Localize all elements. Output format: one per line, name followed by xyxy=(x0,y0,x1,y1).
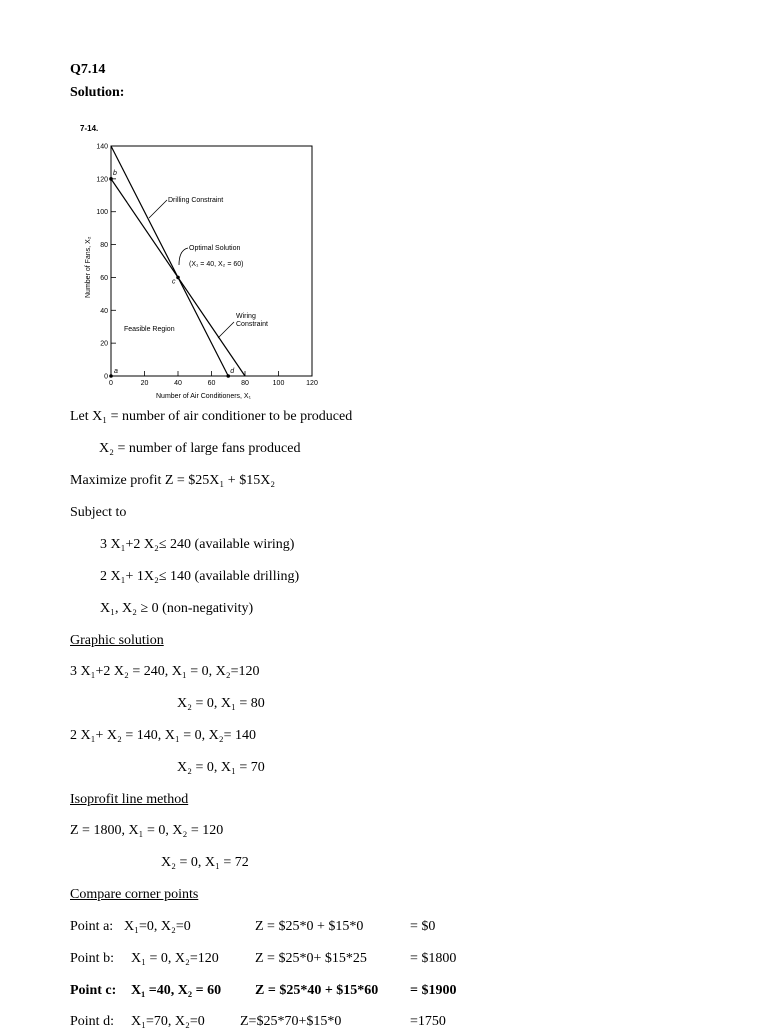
optimal-solution-label: Optimal Solution xyxy=(189,245,241,252)
corner-point-b-label: b xyxy=(113,169,117,177)
y-axis xyxy=(96,144,116,381)
y-tick-label: 40 xyxy=(100,307,108,315)
corner-point-coords: X₁ = 0, X₂=120 xyxy=(131,951,219,966)
corner-point-z: Z = $25*0 + $15*0 xyxy=(255,919,364,934)
x-tick-label: 80 xyxy=(241,380,249,387)
x-tick-label: 100 xyxy=(272,380,285,387)
corner-point-a xyxy=(109,374,113,378)
drilling-constraint-label: Drilling Constraint xyxy=(168,197,224,204)
let-x1-line: Let X₁ = number of air conditioner to be produced xyxy=(70,409,353,424)
corner-point-c xyxy=(176,276,180,280)
corner-point-label: Point b: xyxy=(70,951,114,966)
corner-point-value: = $1800 xyxy=(410,951,457,966)
graphic-solution-heading: Graphic solution xyxy=(70,633,164,648)
corner-point-value: = $0 xyxy=(410,919,436,934)
drilling-pointer xyxy=(149,200,167,218)
y-tick-label: 140 xyxy=(96,143,108,151)
objective-line: Maximize profit Z = $25X₁ + $15X₂ xyxy=(70,473,276,488)
y-tick-label: 20 xyxy=(100,340,108,348)
y-tick-label: 80 xyxy=(100,242,108,250)
corner-point-z: Z = $25*40 + $15*60 xyxy=(255,983,379,998)
x-tick-label: 0 xyxy=(109,380,113,387)
wiring-constraint: 3 X₁+2 X₂≤ 240 (available wiring) xyxy=(100,537,295,552)
constraint-graph xyxy=(72,108,340,404)
corner-point-value: = $1900 xyxy=(410,983,457,998)
x-axis-label: Number of Air Conditioners, X₁ xyxy=(156,393,251,400)
x-tick-label: 120 xyxy=(306,380,318,387)
y-axis-label: Number of Fans, X₂ xyxy=(85,236,92,298)
x-tick-label: 60 xyxy=(207,380,216,387)
corner-point-label: Point a: xyxy=(70,919,114,934)
figure-label: 7-14. xyxy=(80,124,99,133)
drilling-intercepts-2: X₂ = 0, X₁ = 70 xyxy=(177,760,265,775)
isoprofit-line-1: Z = 1800, X₁ = 0, X₂ = 120 xyxy=(70,823,224,838)
corner-point-coords: X₁=0, X₂=0 xyxy=(124,919,191,934)
compare-corner-heading: Compare corner points xyxy=(70,887,199,902)
solution-heading: Solution: xyxy=(70,85,125,100)
corner-point-z: Z=$25*70+$15*0 xyxy=(240,1014,342,1029)
x-tick-label: 40 xyxy=(174,380,182,387)
wiring-constraint-label-2: Constraint xyxy=(236,321,268,328)
corner-point-coords: X₁=70, X₂=0 xyxy=(131,1014,205,1029)
isoprofit-heading: Isoprofit line method xyxy=(70,792,189,807)
corner-point-d-label: d xyxy=(230,368,235,375)
drilling-constraint: 2 X₁+ 1X₂≤ 140 (available drilling) xyxy=(100,569,300,584)
corner-point-c-label: c xyxy=(172,278,176,286)
nonneg-constraint: X₁, X₂ ≥ 0 (non-negativity) xyxy=(100,601,254,616)
x-tick-label: 20 xyxy=(140,380,149,387)
optimal-solution-coords: (X₁ = 40, X₂ = 60) xyxy=(189,261,244,268)
isoprofit-line-2: X₂ = 0, X₁ = 72 xyxy=(161,855,249,870)
wiring-intercepts-1: 3 X₁+2 X₂ = 240, X₁ = 0, X₂=120 xyxy=(70,664,260,679)
corner-point-b xyxy=(109,177,113,181)
y-tick-label: 60 xyxy=(100,274,108,282)
x-axis xyxy=(109,371,318,387)
let-x2-line: X₂ = number of large fans produced xyxy=(99,441,301,456)
corner-point-label: Point c: xyxy=(70,983,117,998)
corner-point-coords: X₁ =40, X₂ = 60 xyxy=(131,983,222,998)
corner-point-a-label: a xyxy=(114,368,118,375)
subject-to-line: Subject to xyxy=(70,505,127,520)
corner-point-value: =1750 xyxy=(410,1014,446,1029)
y-tick-label: 100 xyxy=(96,209,108,217)
drilling-intercepts-1: 2 X₁+ X₂ = 140, X₁ = 0, X₂= 140 xyxy=(70,728,257,743)
wiring-intercepts-2: X₂ = 0, X₁ = 80 xyxy=(177,696,265,711)
y-tick-label: 0 xyxy=(104,373,108,381)
corner-point-z: Z = $25*0+ $15*25 xyxy=(255,951,367,966)
wiring-pointer xyxy=(218,322,234,338)
y-tick-label: 120 xyxy=(96,176,108,184)
feasible-region-label: Feasible Region xyxy=(124,326,175,333)
optimal-pointer xyxy=(179,248,188,265)
corner-point-label: Point d: xyxy=(70,1014,114,1029)
wiring-constraint-label-1: Wiring xyxy=(236,313,256,320)
question-number: Q7.14 xyxy=(70,62,106,77)
